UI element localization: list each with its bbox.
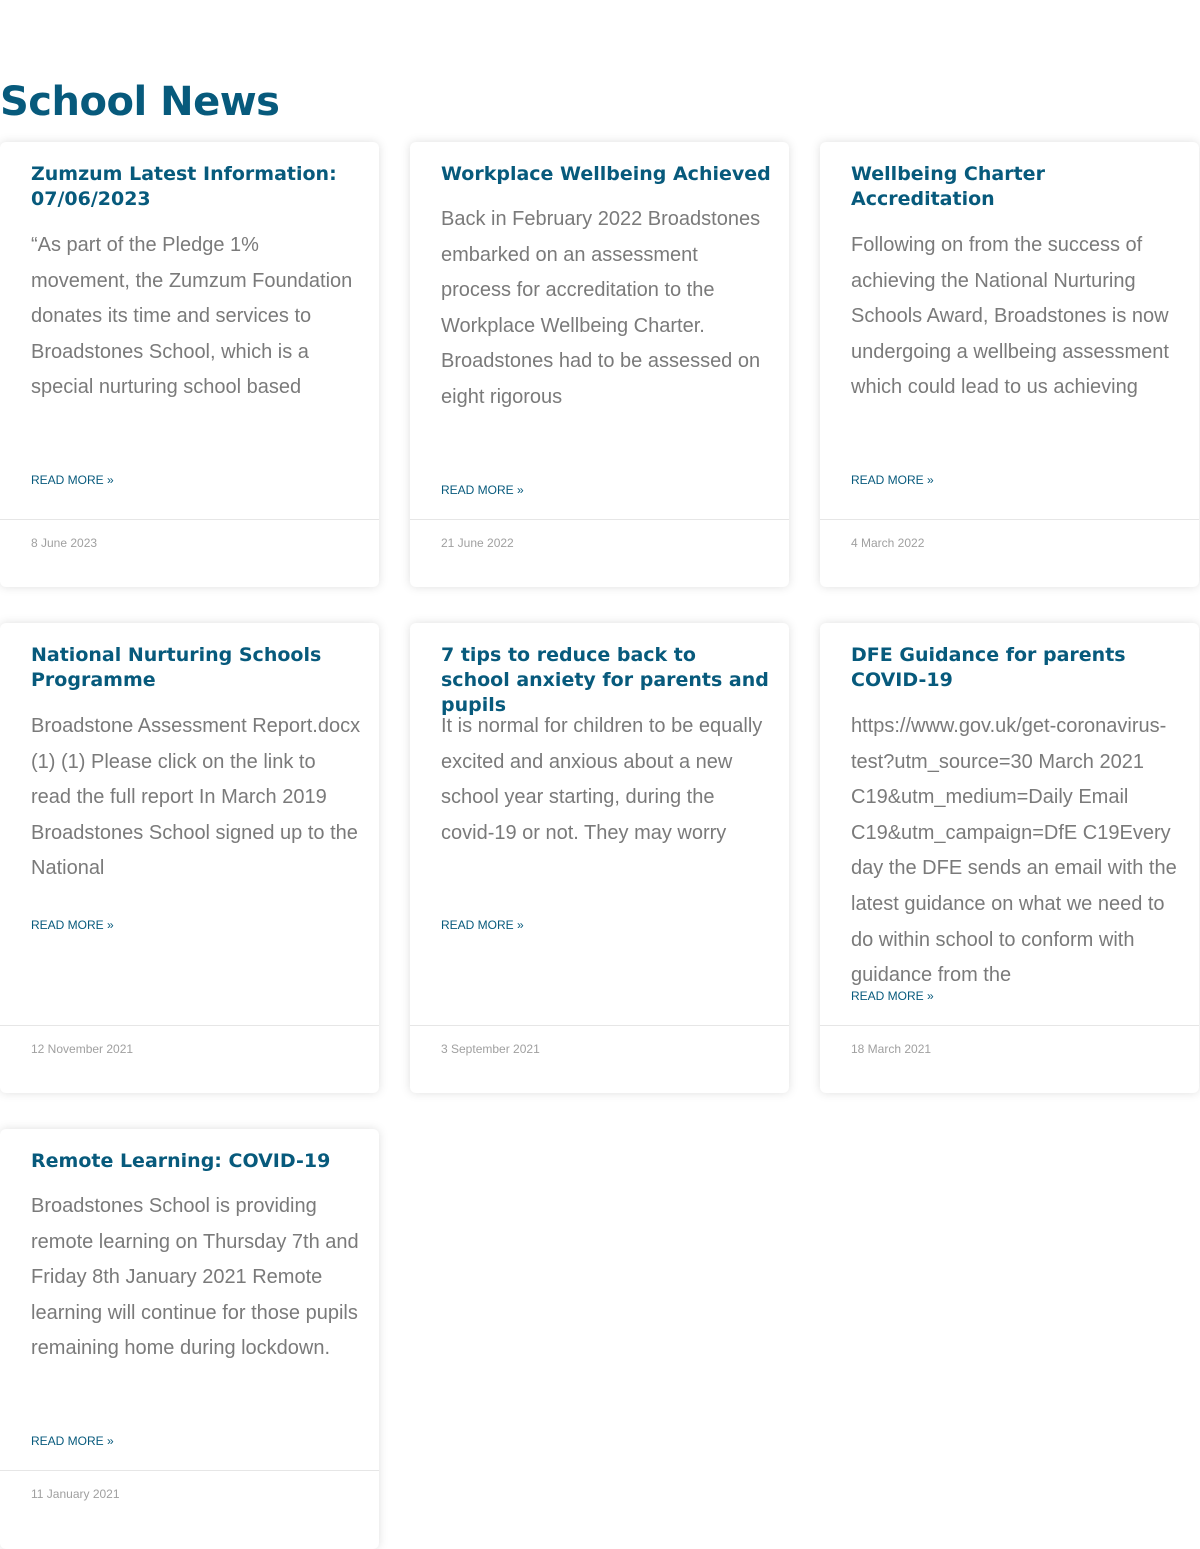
read-more-link[interactable]: READ MORE » (31, 918, 114, 932)
news-card-title[interactable]: National Nurturing Schools Programme (31, 644, 322, 691)
news-card (820, 142, 1199, 587)
card-divider (410, 1025, 789, 1026)
card-divider (0, 1470, 379, 1471)
news-card-title[interactable]: DFE Guidance for parents COVID-19 (851, 644, 1126, 691)
news-card-excerpt: https://www.gov.uk/get-coronavirus-test?utm_source=30 March 2021 C19&utm_medium=Daily Email C19&utm_campaign=DfE C19Every day the DFE sends an email with the latest guidance on what we need to do within school to conform with guidance from the (851, 715, 1177, 987)
read-more-link[interactable]: READ MORE » (31, 473, 114, 487)
card-divider (0, 519, 379, 520)
news-card-title[interactable]: Remote Learning: COVID-19 (31, 1150, 331, 1172)
news-card (0, 142, 379, 587)
news-card-excerpt: Back in February 2022 Broadstones embarked on an assessment process for accreditation to the Workplace Wellbeing Charter. Broadstones had to be assessed on eight rigorous (441, 208, 761, 408)
card-divider (0, 1025, 379, 1026)
read-more-link[interactable]: READ MORE » (31, 1434, 114, 1448)
page-title: School News (0, 79, 280, 125)
news-card-date: 11 January 2021 (31, 1487, 120, 1501)
news-card (410, 142, 789, 587)
card-divider (820, 519, 1199, 520)
read-more-link[interactable]: READ MORE » (441, 483, 524, 497)
news-card (820, 623, 1199, 1093)
news-card-date: 21 June 2022 (441, 536, 514, 550)
news-card-date: 12 November 2021 (31, 1042, 134, 1056)
news-card-date: 18 March 2021 (851, 1042, 932, 1056)
news-card (0, 1129, 379, 1549)
news-card-excerpt: “As part of the Pledge 1% movement, the Zumzum Foundation donates its time and services to Broadstones School, which is a special nurturing school based (31, 234, 353, 399)
news-card-excerpt: Following on from the success of achieving the National Nurturing Schools Award, Broadstones is now undergoing a wellbeing assessment which could lead to us achieving (851, 234, 1169, 399)
read-more-link[interactable]: READ MORE » (441, 918, 524, 932)
news-card-title[interactable]: Wellbeing Charter Accreditation (851, 163, 1045, 210)
news-card-title[interactable]: Workplace Wellbeing Achieved (441, 163, 771, 185)
read-more-link[interactable]: READ MORE » (851, 989, 934, 1003)
news-card-excerpt: It is normal for children to be equally excited and anxious about a new school year starting, during the covid-19 or not. They may worry (441, 715, 763, 844)
news-card-date: 4 March 2022 (851, 536, 925, 550)
news-card-excerpt: Broadstone Assessment Report.docx (1) (1) Please click on the link to read the full report In March 2019 Broadstones School signed up to the National (31, 715, 361, 880)
news-card-excerpt: Broadstones School is providing remote learning on Thursday 7th and Friday 8th January 2021 Remote learning will continue for those pupils remaining home during lockdown. (31, 1195, 359, 1360)
news-card-date: 8 June 2023 (31, 536, 98, 550)
news-card (410, 623, 789, 1093)
card-divider (410, 519, 789, 520)
read-more-link[interactable]: READ MORE » (851, 473, 934, 487)
news-card (0, 623, 379, 1093)
news-card-title[interactable]: 7 tips to reduce back to school anxiety for parents and pupils (441, 644, 769, 716)
news-card-date: 3 September 2021 (441, 1042, 540, 1056)
news-card-title[interactable]: Zumzum Latest Information: 07/06/2023 (31, 163, 337, 210)
card-divider (820, 1025, 1199, 1026)
